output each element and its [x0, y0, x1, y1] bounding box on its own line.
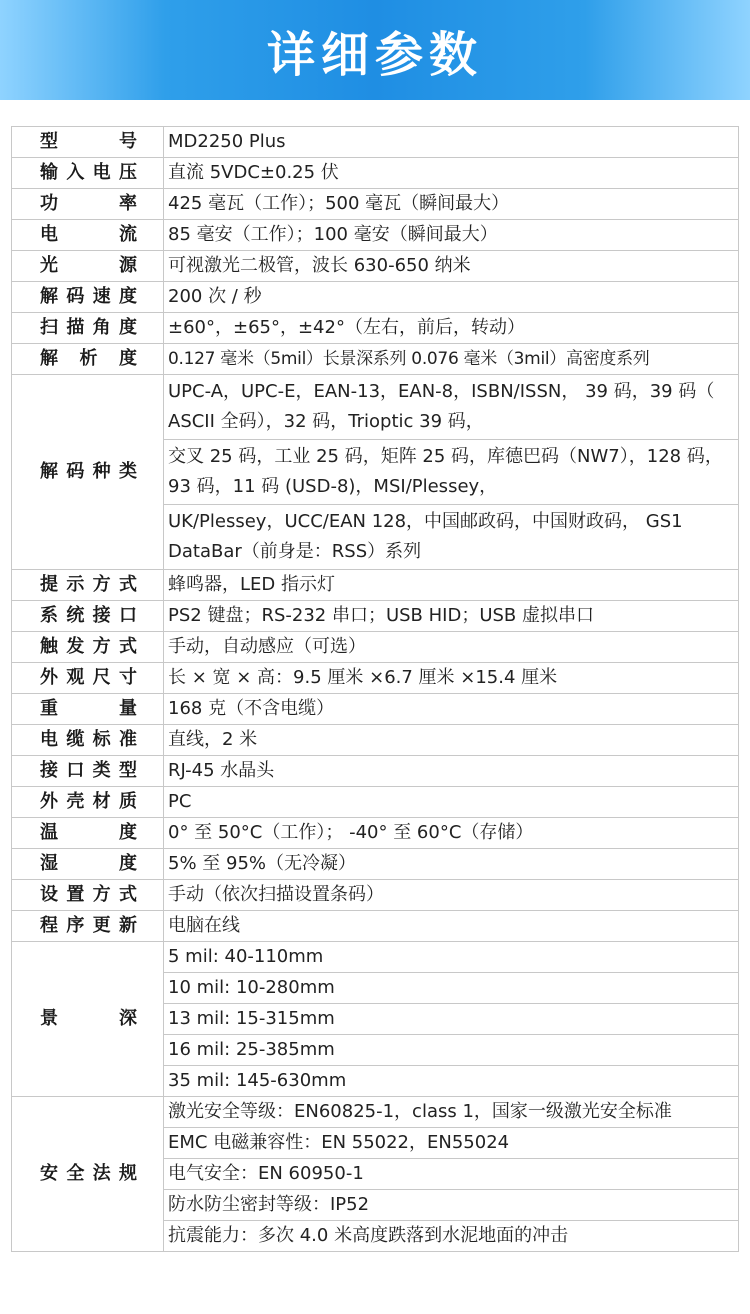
spec-label: 输入电压: [12, 158, 164, 189]
spec-value: 蜂鸣器，LED 指示灯: [164, 570, 739, 601]
spec-label: 外观尺寸: [12, 663, 164, 694]
spec-label: 安全法规: [12, 1097, 164, 1252]
spec-label: 重量: [12, 694, 164, 725]
spec-value: MD2250 Plus: [164, 127, 739, 158]
spec-value: 10 mil: 10-280mm: [164, 973, 739, 1004]
spec-value: 425 毫瓦（工作）；500 毫瓦（瞬间最大）: [164, 189, 739, 220]
spec-label: 解码速度: [12, 282, 164, 313]
spec-value: 13 mil: 15-315mm: [164, 1004, 739, 1035]
spec-row-humidity: [12, 849, 739, 880]
spec-value: 可视激光二极管，波长 630-650 纳米: [164, 251, 739, 282]
spec-row-housing: [12, 787, 739, 818]
spec-row-temperature: [12, 818, 739, 849]
spec-value: 直流 5VDC±0.25 伏: [164, 158, 739, 189]
spec-row-resolution: [12, 344, 739, 375]
spec-value: 电脑在线: [164, 911, 739, 942]
spec-row-voltage: [12, 158, 739, 189]
spec-value: 0° 至 50°C（工作）； -40° 至 60°C（存储）: [164, 818, 739, 849]
spec-label: 设置方式: [12, 880, 164, 911]
spec-row-depth-of-field: [12, 942, 739, 973]
spec-row-model: [12, 127, 739, 158]
spec-value: ±60°，±65°，±42°（左右，前后，转动）: [164, 313, 739, 344]
spec-row-decode-types: [12, 375, 739, 440]
spec-row-weight: [12, 694, 739, 725]
spec-value: RJ-45 水晶头: [164, 756, 739, 787]
spec-row-indicator: [12, 570, 739, 601]
spec-row-current: [12, 220, 739, 251]
spec-row-interface: [12, 601, 739, 632]
spec-label: 触发方式: [12, 632, 164, 663]
spec-value: EMC 电磁兼容性：EN 55022，EN55024: [164, 1128, 739, 1159]
spec-row-setup: [12, 880, 739, 911]
spec-value: 200 次 / 秒: [164, 282, 739, 313]
spec-row-firmware: [12, 911, 739, 942]
spec-value: 5 mil: 40-110mm: [164, 942, 739, 973]
spec-label: 功率: [12, 189, 164, 220]
spec-value: PS2 键盘；RS-232 串口；USB HID；USB 虚拟串口: [164, 601, 739, 632]
spec-label: 温度: [12, 818, 164, 849]
spec-value: 直线，2 米: [164, 725, 739, 756]
spec-label: 提示方式: [12, 570, 164, 601]
spec-value: 手动（依次扫描设置条码）: [164, 880, 739, 911]
spec-value: 激光安全等级：EN60825-1，class 1，国家一级激光安全标准: [164, 1097, 739, 1128]
header-banner: [0, 0, 750, 100]
spec-value: 16 mil: 25-385mm: [164, 1035, 739, 1066]
spec-row-light-source: [12, 251, 739, 282]
spec-label: 湿度: [12, 849, 164, 880]
spec-label: 电缆标准: [12, 725, 164, 756]
spec-value: UPC-A，UPC-E，EAN-13，EAN-8，ISBN/ISSN， 39 码，39 码（ ASCII 全码），32 码，Trioptic 39 码，: [164, 375, 739, 440]
spec-value: PC: [164, 787, 739, 818]
spec-row-safety: [12, 1097, 739, 1128]
spec-value: 长 × 宽 × 高：9.5 厘米 ×6.7 厘米 ×15.4 厘米: [164, 663, 739, 694]
spec-row-connector: [12, 756, 739, 787]
spec-label: 电流: [12, 220, 164, 251]
spec-row-trigger: [12, 632, 739, 663]
spec-row-dimensions: [12, 663, 739, 694]
spec-value: 电气安全：EN 60950-1: [164, 1159, 739, 1190]
spec-row-scan-angle: [12, 313, 739, 344]
spec-value: 5% 至 95%（无冷凝）: [164, 849, 739, 880]
spec-value: 手动，自动感应（可选）: [164, 632, 739, 663]
spec-value: 交叉 25 码，工业 25 码，矩阵 25 码，库德巴码（NW7），128 码，93 码，11 码 (USD-8)，MSI/Plessey，: [164, 440, 739, 505]
spec-row-power: [12, 189, 739, 220]
spec-value: UK/Plessey，UCC/EAN 128，中国邮政码，中国财政码， GS1 DataBar（前身是：RSS）系列: [164, 505, 739, 570]
spec-label: 型号: [12, 127, 164, 158]
spec-label: 系统接口: [12, 601, 164, 632]
spec-table: [11, 126, 739, 1252]
spec-label: 接口类型: [12, 756, 164, 787]
spec-value: 168 克（不含电缆）: [164, 694, 739, 725]
spec-label: 景深: [12, 942, 164, 1097]
spec-row-decode-speed: [12, 282, 739, 313]
spec-label: 光源: [12, 251, 164, 282]
spec-value: 抗震能力：多次 4.0 米高度跌落到水泥地面的冲击: [164, 1221, 739, 1252]
spec-label: 解码种类: [12, 375, 164, 570]
spec-value: 85 毫安（工作）；100 毫安（瞬间最大）: [164, 220, 739, 251]
spec-value: 35 mil: 145-630mm: [164, 1066, 739, 1097]
page-title: 详细参数: [266, 26, 483, 83]
spec-label: 扫描角度: [12, 313, 164, 344]
spec-label: 程序更新: [12, 911, 164, 942]
spec-label: 解析度: [12, 344, 164, 375]
spec-value: 防水防尘密封等级：IP52: [164, 1190, 739, 1221]
spec-row-cable: [12, 725, 739, 756]
spec-label: 外壳材质: [12, 787, 164, 818]
spec-value: 0.127 毫米（5mil）长景深系列 0.076 毫米（3mil）高密度系列: [164, 344, 739, 375]
